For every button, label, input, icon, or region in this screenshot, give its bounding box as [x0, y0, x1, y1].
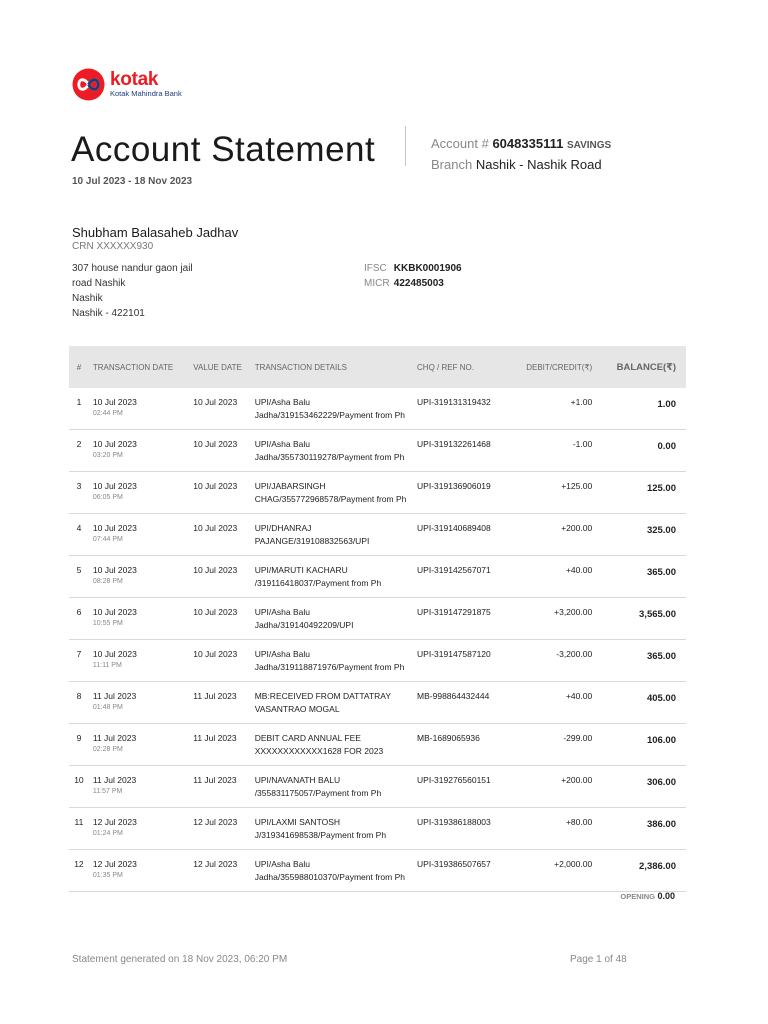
opening-balance: [620, 891, 675, 901]
transaction-amount: +40.00: [512, 682, 600, 724]
transaction-details: UPI/JABARSINGH CHAG/355772968578/Payment from Ph: [251, 472, 413, 514]
transaction-amount: +2,000.00: [512, 850, 600, 892]
reference-number: MB-1689065936: [413, 724, 512, 766]
bank-name: kotak: [110, 69, 159, 90]
row-index: 4: [69, 514, 89, 556]
reference-number: MB-998864432444: [413, 682, 512, 724]
time-value: 01:48 PM: [92, 703, 123, 711]
branch-label: Branch: [431, 157, 473, 172]
table-row: [69, 556, 686, 598]
table-row: [69, 724, 686, 766]
transaction-date: [89, 640, 189, 682]
transaction-details: UPI/Asha Balu Jadha/355988010370/Payment from Ph: [251, 850, 413, 892]
time-value: 06:05 PM: [92, 493, 123, 501]
account-info: [431, 134, 611, 174]
reference-number: UPI-319276560151: [413, 766, 512, 808]
transaction-amount: +40.00: [512, 556, 600, 598]
reference-number: UPI-319142567071: [413, 556, 512, 598]
table-header-row: [69, 346, 686, 388]
col-header-details: TRANSACTION DETAILS: [251, 346, 413, 388]
running-balance: [600, 598, 686, 640]
balance-value: 3,565.00: [639, 609, 676, 620]
bank-subtitle: Kotak Mahindra Bank: [110, 89, 182, 98]
table-row: [69, 514, 686, 556]
account-number: 6048335111: [492, 136, 564, 151]
transaction-amount: -1.00: [512, 430, 600, 472]
running-balance: [600, 766, 686, 808]
account-number-label: Account #: [431, 136, 489, 151]
date-value: 12 Jul 2023: [92, 859, 137, 869]
balance-value: 106.00: [646, 735, 676, 746]
time-value: 08:28 PM: [92, 577, 123, 585]
col-header-ref: CHQ / REF NO.: [413, 346, 512, 388]
value-date: 10 Jul 2023: [189, 514, 250, 556]
transaction-details: UPI/Asha Balu Jadha/319118871976/Payment from Ph: [251, 640, 413, 682]
time-value: 07:44 PM: [92, 535, 123, 543]
transaction-details: UPI/LAXMI SANTOSH J/319341698538/Payment from Ph: [251, 808, 413, 850]
address-line: 307 house nandur gaon jail: [72, 263, 193, 274]
value-date: 10 Jul 2023: [189, 556, 250, 598]
reference-number: UPI-319131319432: [413, 388, 512, 430]
transaction-details: UPI/Asha Balu Jadha/355730119278/Payment from Ph: [251, 430, 413, 472]
date-value: 10 Jul 2023: [92, 439, 137, 449]
time-value: 01:35 PM: [92, 871, 123, 879]
transaction-details: UPI/Asha Balu Jadha/319153462229/Payment from Ph: [251, 388, 413, 430]
balance-value: 365.00: [646, 651, 676, 662]
time-value: 11:11 PM: [92, 661, 122, 669]
balance-value: 405.00: [646, 693, 676, 704]
time-value: 01:24 PM: [92, 829, 123, 837]
balance-value: 365.00: [646, 567, 676, 578]
header-divider: [405, 126, 406, 166]
running-balance: [600, 430, 686, 472]
transaction-amount: +3,200.00: [512, 598, 600, 640]
row-index: 2: [69, 430, 89, 472]
time-value: 02:44 PM: [92, 409, 123, 417]
row-index: 7: [69, 640, 89, 682]
reference-number: UPI-319386507657: [413, 850, 512, 892]
value-date: 11 Jul 2023: [189, 724, 250, 766]
balance-value: 0.00: [657, 441, 676, 452]
row-index: 8: [69, 682, 89, 724]
transaction-details: UPI/Asha Balu Jadha/319140492209/UPI: [251, 598, 413, 640]
micr-label: MICR: [364, 278, 390, 289]
transaction-date: [89, 850, 189, 892]
customer-crn: CRN XXXXXX930: [72, 241, 154, 252]
value-date: 10 Jul 2023: [189, 430, 250, 472]
transaction-date: [89, 556, 189, 598]
transaction-details: UPI/DHANRAJ PAJANGE/319108832563/UPI: [251, 514, 413, 556]
time-value: 11:57 PM: [92, 787, 123, 795]
col-header-amount: DEBIT/CREDIT(₹): [512, 346, 600, 388]
row-index: 6: [69, 598, 89, 640]
transaction-date: [89, 514, 189, 556]
date-value: 10 Jul 2023: [92, 565, 137, 575]
reference-number: UPI-319140689408: [413, 514, 512, 556]
col-header-value-date: VALUE DATE: [189, 346, 250, 388]
transaction-date: [89, 682, 189, 724]
transaction-amount: +80.00: [512, 808, 600, 850]
opening-value: 0.00: [657, 891, 675, 901]
running-balance: [600, 472, 686, 514]
reference-number: UPI-319132261468: [413, 430, 512, 472]
reference-number: UPI-319386188003: [413, 808, 512, 850]
table-row: [69, 598, 686, 640]
col-header-index: #: [69, 346, 89, 388]
customer-address: [72, 261, 193, 321]
running-balance: [600, 724, 686, 766]
reference-number: UPI-319147291875: [413, 598, 512, 640]
row-index: 9: [69, 724, 89, 766]
col-header-transaction-date: TRANSACTION DATE: [89, 346, 189, 388]
transaction-amount: +200.00: [512, 514, 600, 556]
transaction-details: UPI/MARUTI KACHARU /319116418037/Payment from Ph: [251, 556, 413, 598]
time-value: 10:55 PM: [92, 619, 123, 627]
table-row: [69, 808, 686, 850]
transaction-details: UPI/NAVANATH BALU /355831175057/Payment from Ph: [251, 766, 413, 808]
opening-label: OPENING: [620, 892, 655, 901]
balance-value: 2,386.00: [639, 861, 676, 872]
bank-logo: [72, 68, 182, 101]
transaction-date: [89, 472, 189, 514]
balance-value: 1.00: [657, 399, 676, 410]
account-type: SAVINGS: [566, 140, 612, 151]
time-value: 02:28 PM: [92, 745, 123, 753]
balance-value: 386.00: [646, 819, 676, 830]
kotak-logo-icon: [72, 68, 105, 101]
table-row: [69, 850, 686, 892]
running-balance: [600, 640, 686, 682]
running-balance: [600, 850, 686, 892]
balance-value: 306.00: [646, 777, 676, 788]
value-date: 11 Jul 2023: [189, 682, 250, 724]
row-index: 12: [69, 850, 89, 892]
row-index: 5: [69, 556, 89, 598]
date-value: 12 Jul 2023: [92, 817, 137, 827]
date-value: 10 Jul 2023: [92, 649, 137, 659]
transaction-amount: +1.00: [512, 388, 600, 430]
transaction-amount: +125.00: [512, 472, 600, 514]
table-row: [69, 388, 686, 430]
transaction-date: [89, 598, 189, 640]
value-date: 10 Jul 2023: [189, 472, 250, 514]
table-row: [69, 682, 686, 724]
value-date: 10 Jul 2023: [189, 388, 250, 430]
date-value: 10 Jul 2023: [92, 607, 137, 617]
transaction-date: [89, 766, 189, 808]
generated-note: Statement generated on 18 Nov 2023, 06:20 PM: [72, 954, 288, 965]
micr-code: 422485003: [393, 278, 444, 289]
address-line: road Nashik: [72, 278, 126, 289]
reference-number: UPI-319147587120: [413, 640, 512, 682]
branch-name: Nashik - Nashik Road: [475, 157, 602, 172]
date-value: 10 Jul 2023: [92, 397, 137, 407]
table-row: [69, 640, 686, 682]
transaction-date: [89, 430, 189, 472]
ifsc-code: KKBK0001906: [393, 263, 462, 274]
date-value: 10 Jul 2023: [92, 481, 137, 491]
running-balance: [600, 556, 686, 598]
transactions-table: [69, 346, 686, 892]
date-value: 10 Jul 2023: [92, 523, 137, 533]
ifsc-label: IFSC: [364, 263, 387, 274]
transaction-details: DEBIT CARD ANNUAL FEE XXXXXXXXXXXX1628 FOR 2023: [251, 724, 413, 766]
running-balance: [600, 682, 686, 724]
address-line: Nashik - 422101: [72, 308, 145, 319]
table-row: [69, 430, 686, 472]
value-date: 11 Jul 2023: [189, 766, 250, 808]
running-balance: [600, 808, 686, 850]
value-date: 10 Jul 2023: [189, 640, 250, 682]
reference-number: UPI-319136906019: [413, 472, 512, 514]
transaction-date: [89, 724, 189, 766]
address-line: Nashik: [72, 293, 103, 304]
value-date: 12 Jul 2023: [189, 808, 250, 850]
row-index: 10: [69, 766, 89, 808]
value-date: 10 Jul 2023: [189, 598, 250, 640]
transaction-details: MB:RECEIVED FROM DATTATRAY VASANTRAO MOGAL: [251, 682, 413, 724]
date-value: 11 Jul 2023: [92, 691, 137, 701]
date-value: 11 Jul 2023: [92, 775, 137, 785]
running-balance: [600, 388, 686, 430]
page-indicator: Page 1 of 48: [570, 954, 627, 965]
customer-name: Shubham Balasaheb Jadhav: [72, 225, 239, 240]
table-row: [69, 472, 686, 514]
transaction-date: [89, 388, 189, 430]
transaction-amount: -299.00: [512, 724, 600, 766]
table-row: [69, 766, 686, 808]
value-date: 12 Jul 2023: [189, 850, 250, 892]
time-value: 03:20 PM: [92, 451, 123, 459]
transaction-date: [89, 808, 189, 850]
running-balance: [600, 514, 686, 556]
row-index: 1: [69, 388, 89, 430]
bank-codes: [364, 261, 462, 291]
balance-value: 325.00: [646, 525, 676, 536]
transaction-amount: +200.00: [512, 766, 600, 808]
page-title: Account Statement: [71, 130, 376, 169]
statement-period: 10 Jul 2023 - 18 Nov 2023: [72, 176, 193, 187]
row-index: 11: [69, 808, 89, 850]
row-index: 3: [69, 472, 89, 514]
transaction-amount: -3,200.00: [512, 640, 600, 682]
date-value: 11 Jul 2023: [92, 733, 137, 743]
balance-value: 125.00: [646, 483, 676, 494]
col-header-balance: BALANCE(₹): [600, 346, 686, 388]
